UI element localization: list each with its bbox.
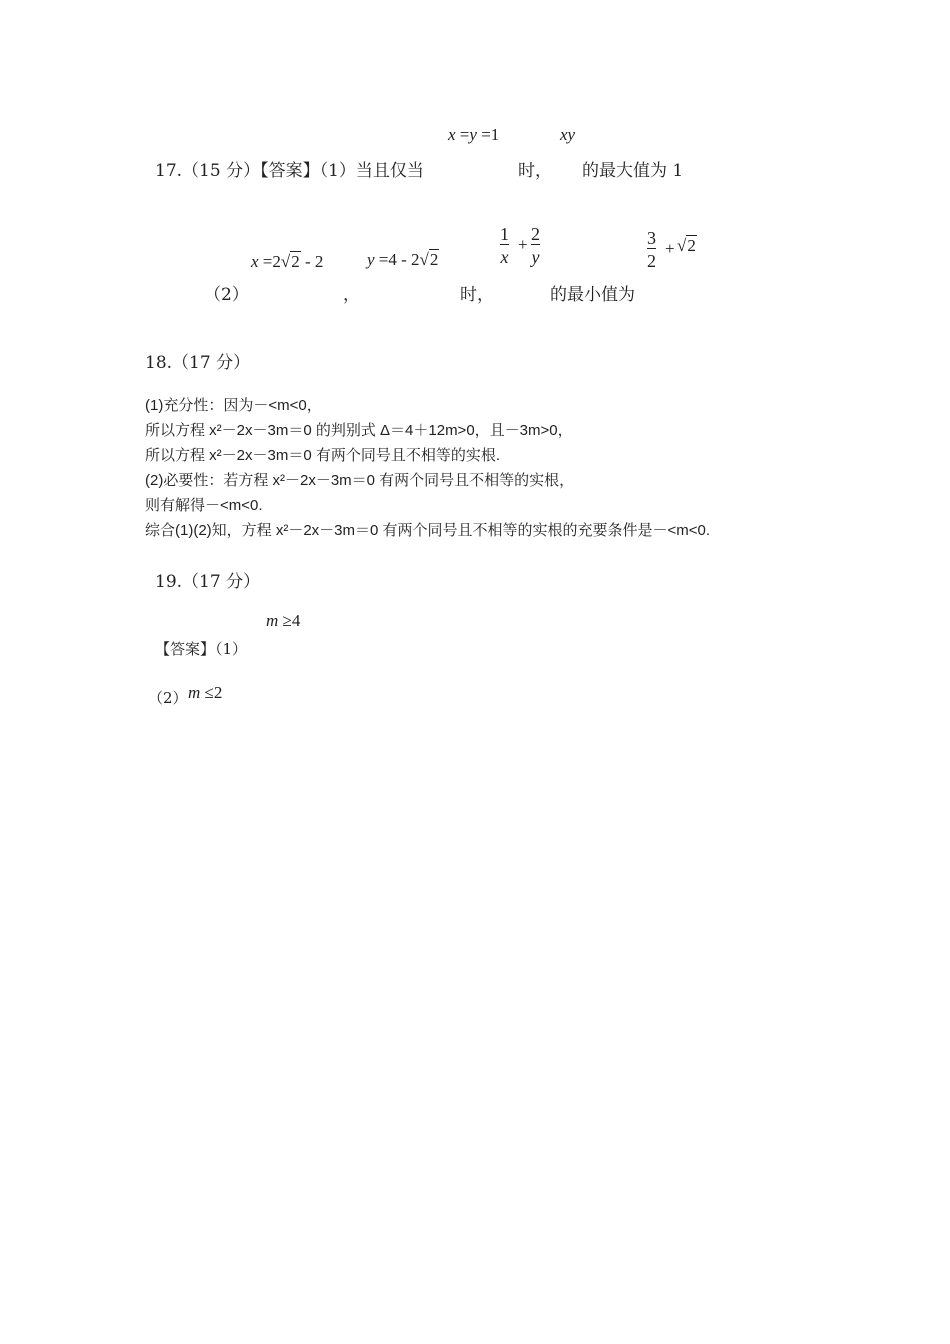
equals-one: =1 xyxy=(481,125,500,144)
q17-min-text: 的最小值为 xyxy=(550,285,635,305)
frac-denominator: y xyxy=(531,244,540,267)
q17-x-value-formula xyxy=(251,252,323,272)
q17-condition-formula xyxy=(448,125,499,145)
relation-le: ≤2 xyxy=(204,683,223,702)
x-minus-two: - 2 xyxy=(304,252,324,271)
sqrt-symbol: √2 xyxy=(280,252,300,271)
q18-line-3: 所以方程 x²－2x－3m＝0 有两个同号且不相等的实根. xyxy=(145,447,501,464)
q18-line-4: (2)必要性：若方程 x²－2x－3m＝0 有两个同号且不相等的实根， xyxy=(145,472,575,489)
frac-denominator: 2 xyxy=(647,248,656,271)
q17-xy-formula: xy xyxy=(560,125,576,144)
q17-shi2: 时， xyxy=(460,285,494,305)
q17-comma: ， xyxy=(343,285,360,305)
var-y: y xyxy=(469,125,477,144)
var-m: m xyxy=(188,683,201,702)
var-x: x xyxy=(251,252,259,271)
q18-line-2: 所以方程 x²－2x－3m＝0 的判别式 Δ＝4＋12m>0，且－3m>0， xyxy=(145,422,573,439)
y-expression: =4 - 2 xyxy=(378,250,420,269)
frac-numerator: 1 xyxy=(500,224,509,244)
frac-denominator: x xyxy=(500,244,509,267)
q19-header: 19.（17 分） xyxy=(155,572,261,592)
equals-sign: = xyxy=(459,125,470,144)
q17-header: 17.（15 分）【答案】（1）当且仅当 xyxy=(155,161,424,181)
sqrt-symbol: √2 xyxy=(677,236,696,255)
q17-y-value-formula xyxy=(367,250,439,270)
q17-part2-label: （2） xyxy=(204,285,249,305)
sqrt-two-formula xyxy=(677,236,697,256)
q17-max-text: 的最大值为 1 xyxy=(582,161,684,181)
q19-answer2-formula xyxy=(188,683,222,703)
frac-numerator: 2 xyxy=(531,224,540,244)
var-x: x xyxy=(448,125,456,144)
radicand: 2 xyxy=(687,236,696,255)
q19-answer1-formula xyxy=(266,611,300,631)
var-m: m xyxy=(266,611,279,630)
q18-header: 18.（17 分） xyxy=(145,353,251,373)
plus-sign: + xyxy=(665,239,675,258)
frac-one-over-x xyxy=(500,224,509,267)
q18-line-1: (1)充分性：因为－<m<0， xyxy=(145,397,322,414)
sqrt-symbol: √2 xyxy=(419,250,439,269)
q19-part2-label: （2） xyxy=(148,689,188,707)
plus-sign: + xyxy=(518,235,528,254)
q18-line-6: 综合(1)(2)知，方程 x²－2x－3m＝0 有两个同号且不相等的实根的充要条件是－<m<0. xyxy=(145,522,711,539)
q19-answer-label: 【答案】（1） xyxy=(155,640,248,658)
frac-numerator: 3 xyxy=(647,228,656,248)
frac-two-over-y xyxy=(531,224,540,267)
frac-three-over-two xyxy=(647,228,656,271)
radicand: 2 xyxy=(429,250,439,269)
var-y: y xyxy=(367,250,375,269)
relation-ge: ≥4 xyxy=(282,611,301,630)
q17-shi: 时， xyxy=(518,161,552,181)
radicand: 2 xyxy=(291,252,300,271)
q18-line-5: 则有解得－<m<0. xyxy=(145,497,263,514)
x-coefficient: =2 xyxy=(262,252,281,271)
